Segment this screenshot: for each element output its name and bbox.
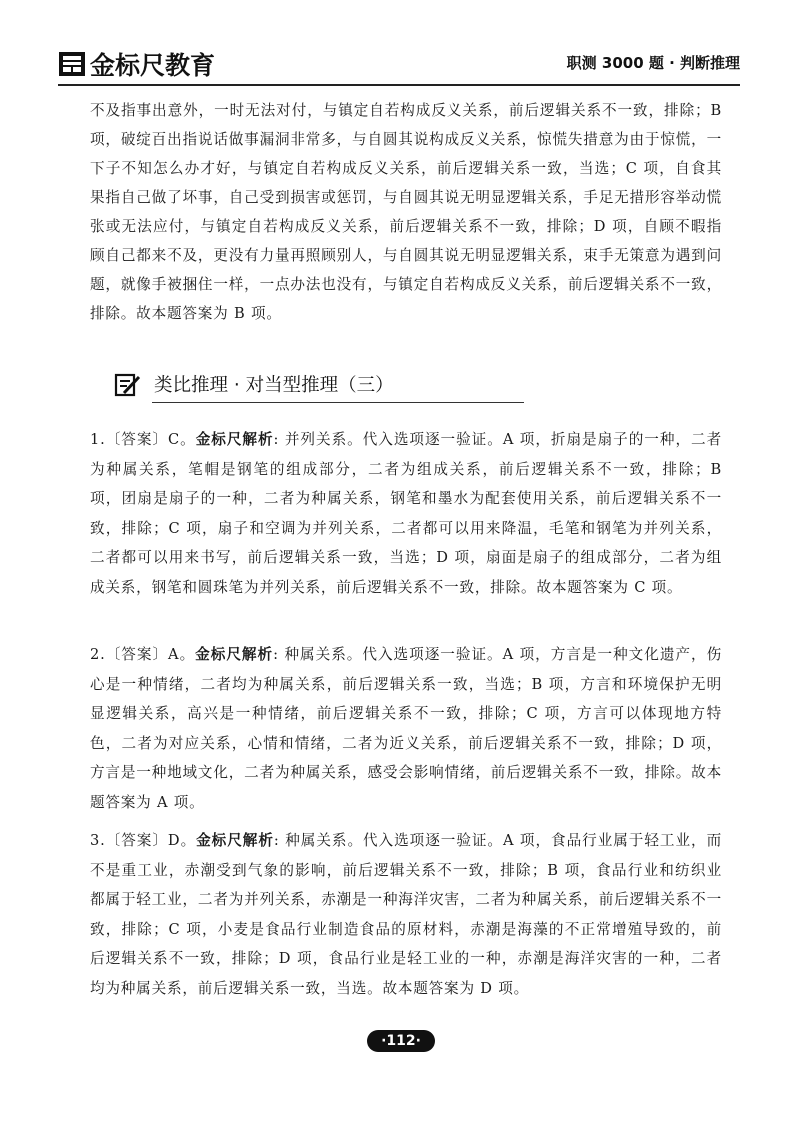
answer-3 — [90, 826, 722, 1003]
answer-2-label: 金标尺解析 — [195, 646, 274, 663]
section-underline — [152, 402, 524, 403]
section-heading — [114, 367, 414, 407]
answer-3-prefix: 3.〔答案〕D。 — [90, 832, 197, 849]
answer-1-prefix: 1.〔答案〕C。 — [90, 431, 196, 448]
header-divider — [58, 84, 740, 86]
brand-logo-icon — [58, 50, 86, 78]
answer-2 — [90, 640, 722, 817]
answer-1-label: 金标尺解析 — [195, 431, 274, 448]
answer-3-body: : 种属关系。代入选项逐一验证。A 项，食品行业属于轻工业，而不是重工业，赤潮受到气象的影响，前后逻辑关系不一致，排除；B 项，食品行业和纺织业都属于轻工业，二者为并列关系，赤潮是一种海洋灾害，二者为种属关系，前后逻辑关系不一致，排除；C 项，小麦是食品行业制造食品的原材料，赤潮是海藻的不正常增殖导致的，前后逻辑关系不一致，排除；D 项，食品行业是轻工业的一种，赤潮是海洋灾害的一种，二者均为种属关系，前后逻辑关系一致，当选。故本题答案为 D 项。 — [90, 832, 722, 997]
answer-2-body: : 种属关系。代入选项逐一验证。A 项，方言是一种文化遗产，伤心是一种情绪，二者均为种属关系，前后逻辑关系一致，当选；B 项，方言和环境保护无明显逻辑关系，高兴是一种情绪，前后逻辑关系不一致，排除；C 项，方言可以体现地方特色，二者为对应关系，心情和情绪，二者为近义关系，前后逻辑关系不一致，排除；D 项，方言是一种地域文化，二者为种属关系，感受会影响情绪，前后逻辑关系不一致，排除。故本题答案为 A 项。 — [90, 646, 722, 811]
book-title: 职测 3000 题 · 判断推理 — [566, 54, 740, 72]
answer-1-body: : 并列关系。代入选项逐一验证。A 项，折扇是扇子的一种，二者为种属关系，笔帽是钢笔的组成部分，二者为组成关系，前后逻辑关系不一致，排除；B 项，团扇是扇子的一种，二者为种属关系，钢笔和墨水为配套使用关系，前后逻辑关系不一致，排除；C 项，扇子和空调为并列关系，二者都可以用来降温，毛笔和钢笔为并列关系，二者都可以用来书写，前后逻辑关系一致，当选；D 项，扇面是扇子的组成部分，二者为组成关系，钢笔和圆珠笔为并列关系，前后逻辑关系不一致，排除。故本题答案为 C 项。 — [90, 431, 722, 596]
section-title: 类比推理 · 对当型推理（三） — [154, 375, 394, 396]
brand-name: 金标尺教育 — [90, 51, 216, 80]
answer-1 — [90, 425, 722, 602]
page-header — [58, 44, 740, 84]
answer-2-prefix: 2.〔答案〕A。 — [90, 646, 196, 663]
answer-3-label: 金标尺解析 — [196, 832, 274, 849]
brand-logo — [58, 48, 215, 80]
page-number: ·112· — [367, 1030, 435, 1052]
intro-paragraph: 不及指事出意外，一时无法对付，与镇定自若构成反义关系，前后逻辑关系不一致，排除；B 项，破绽百出指说话做事漏洞非常多，与自圆其说构成反义关系，惊慌失措意为由于惊慌，一下子不知怎么办才好，与镇定自若构成反义关系，前后逻辑关系一致，当选；C 项，自食其果指自己做了坏事，自己受到损害或惩罚，与自圆其说无明显逻辑关系，手足无措形容举动慌张或无法应付，与镇定自若构成反义关系，前后逻辑关系不一致，排除；D 项，自顾不暇指顾自己都来不及，更没有力量再照顾别人，与自圆其说无明显逻辑关系，束手无策意为遇到问题，就像手被捆住一样，一点办法也没有，与镇定自若构成反义关系，前后逻辑关系不一致，排除。故本题答案为 B 项。 — [90, 102, 722, 322]
note-edit-icon — [114, 371, 142, 399]
